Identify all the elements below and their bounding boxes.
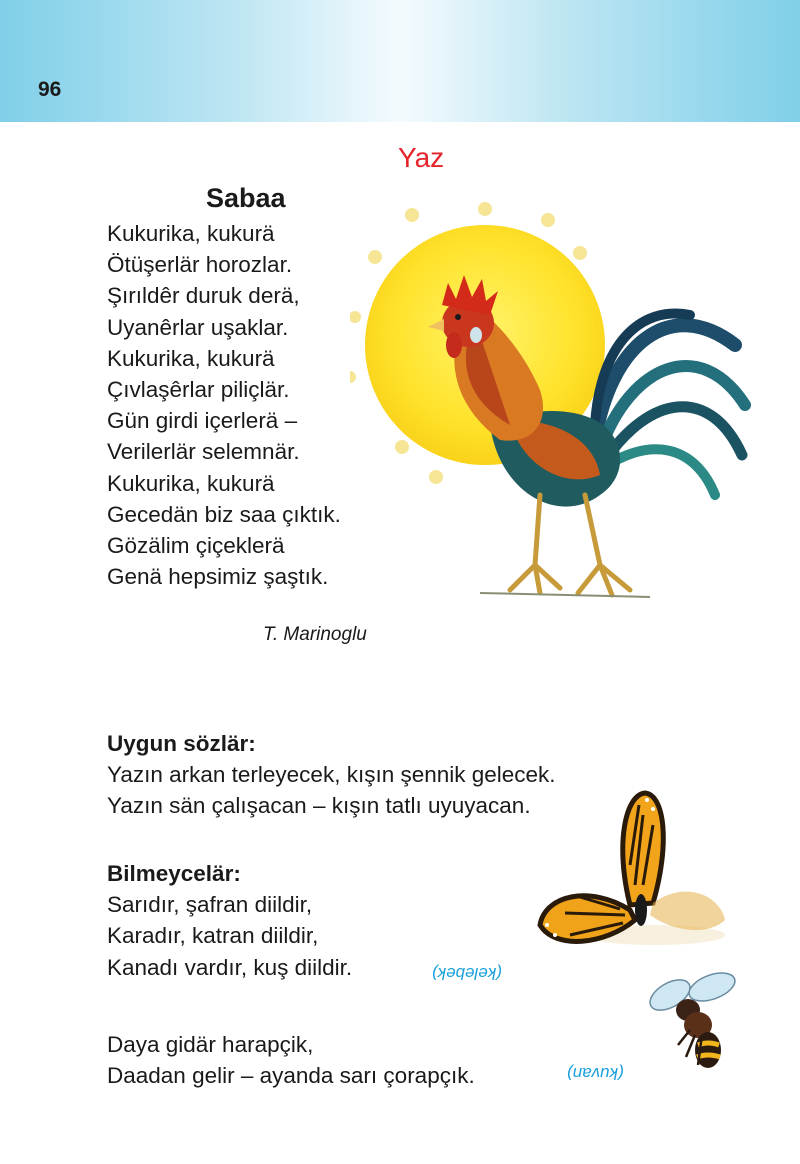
proverbs-heading: Uygun sözlär:: [107, 731, 256, 756]
rooster-legs: [510, 495, 630, 595]
riddle-line: Karadır, katran diildir,: [107, 923, 319, 949]
poem-line: Şırıldêr duruk derä,: [107, 283, 300, 309]
proverb-line: Yazın arkan terleyecek, kışın şennik gelecek.: [107, 762, 556, 788]
butterfly-back-wing: [650, 892, 725, 930]
poem-line: Verilerlär selemnär.: [107, 439, 300, 465]
poem-line: Kukurika, kukurä: [107, 221, 275, 246]
poem-line: Gün girdi içerlerä –: [107, 408, 298, 434]
proverbs-section: [107, 728, 556, 822]
page-number: 96: [38, 78, 62, 101]
poem-line: Kukurika, kukurä: [107, 345, 275, 371]
poem-line: Uyanêrlar uşaklar.: [107, 314, 289, 340]
riddle-line: Daadan gelir – ayanda sarı çorapçık.: [107, 1063, 475, 1089]
butterfly-illustration: [535, 785, 740, 960]
poem-line: Ötüşerlär horozlar.: [107, 252, 293, 278]
section-title: Yaz: [398, 142, 445, 173]
rooster-wattle: [446, 332, 462, 358]
butterfly-upper-wing: [623, 793, 664, 905]
riddle-2: [107, 1029, 475, 1091]
poem-line: Gözälim çiçeklerä: [107, 533, 285, 559]
bee-illustration: [640, 965, 745, 1075]
riddle-answer-2: (kuvan): [567, 1064, 624, 1083]
riddles-heading: Bilmeycelär:: [107, 861, 241, 886]
riddle-answer-1: (kelebek): [432, 964, 502, 983]
riddle-line: Daya gidär harapçik,: [107, 1032, 314, 1057]
poem-text: [107, 218, 341, 592]
poem-line: Genä hepsimiz şaştık.: [107, 564, 329, 590]
riddle-line: Kanadı vardır, kuş diildir.: [107, 954, 353, 980]
rooster-illustration: [350, 195, 780, 615]
poem-author: T. Marinoglu: [263, 624, 367, 645]
riddle-line: Sarıdır, şafran diildir,: [107, 892, 313, 918]
poem-line: Çıvlaşêrlar piliçlär.: [107, 377, 290, 403]
page-header-band: [0, 0, 800, 122]
butterfly-body: [635, 894, 647, 926]
poem-title: Sabaa: [206, 183, 286, 213]
poem-line: Kukurika, kukurä: [107, 470, 275, 496]
poem-line: Gecedän biz saa çıktık.: [107, 501, 341, 527]
riddles-section: [107, 858, 352, 983]
proverb-line: Yazın sän çalışacan – kışın tatlı uyuyacan.: [107, 793, 531, 819]
